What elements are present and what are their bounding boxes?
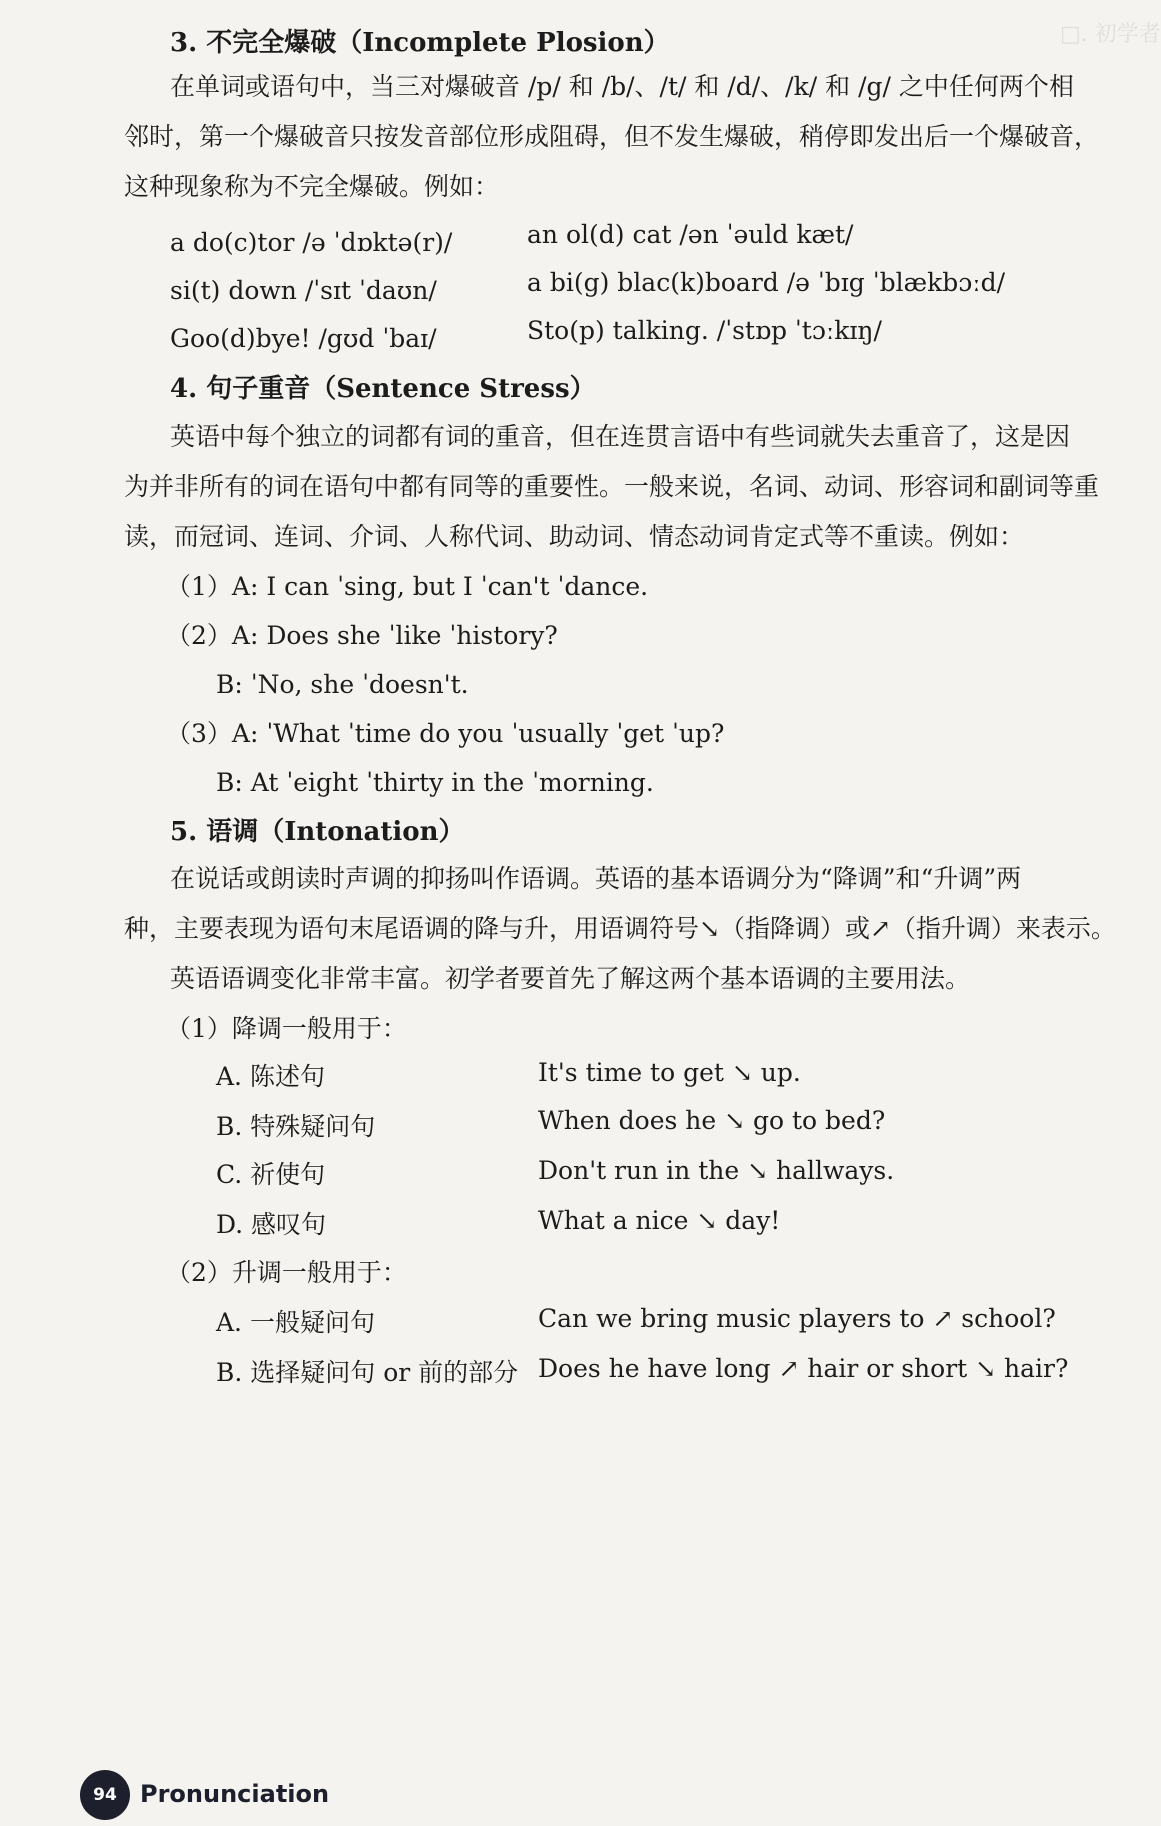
falling-tone-example: What a nice ↘ day! <box>538 1206 781 1235</box>
bleed-through-text: □. 初学者 <box>1060 22 1161 47</box>
rising-tone-heading: （2）升调一般用于： <box>166 1258 407 1287</box>
plosion-example-right: Sto(p) talking. /ˈstɒp ˈtɔːkɪŋ/ <box>527 316 882 345</box>
falling-tone-label: A. 陈述句 <box>216 1062 325 1091</box>
running-footer-section: Pronunciation <box>140 1780 330 1808</box>
stress-example: （3）A: ˈWhat ˈtime do you ˈusually ˈget ˈup? <box>166 719 725 748</box>
stress-example: （2）A: Does she ˈlike ˈhistory? <box>166 621 558 650</box>
plosion-example-left: a do(c)tor /ə ˈdɒktə(r)/ <box>170 228 453 257</box>
section-3-title: 3. 不完全爆破（Incomplete Plosion） <box>170 28 670 58</box>
stress-example: B: ˈNo, she ˈdoesn't. <box>216 670 469 699</box>
falling-tone-example: It's time to get ↘ up. <box>538 1058 801 1087</box>
plosion-example-right: an ol(d) cat /ən ˈəuld kæt/ <box>527 220 854 249</box>
falling-tone-label: C. 祈使句 <box>216 1160 326 1189</box>
plosion-example-left: si(t) down /ˈsɪt ˈdaʊn/ <box>170 276 437 305</box>
rising-tone-example: Can we bring music players to ↗ school? <box>538 1304 1056 1333</box>
section-5-para-line-2: 种，主要表现为语句末尾语调的降与升，用语调符号↘（指降调）或↗（指升调）来表示。 <box>124 914 1116 943</box>
falling-tone-example: When does he ↘ go to bed? <box>538 1106 886 1135</box>
section-3-para-line-2: 邻时，第一个爆破音只按发音部位形成阻碍，但不发生爆破，稍停即发出后一个爆破音， <box>124 122 1100 151</box>
stress-example: （1）A: I can ˈsing, but I ˈcan't ˈdance. <box>166 572 649 601</box>
plosion-example-left: Goo(d)bye! /gʊd ˈbaɪ/ <box>170 324 437 353</box>
stress-example: B: At ˈeight ˈthirty in the ˈmorning. <box>216 768 654 797</box>
section-4-para-line-2: 为并非所有的词在语句中都有同等的重要性。一般来说，名词、动词、形容词和副词等重 <box>124 472 1100 501</box>
section-3-para-line-1: 在单词或语句中，当三对爆破音 /p/ 和 /b/、/t/ 和 /d/、/k/ 和 /g/ 之中任何两个相 <box>170 72 1074 101</box>
section-5-para-line-1: 在说话或朗读时声调的抑扬叫作语调。英语的基本语调分为“降调”和“升调”两 <box>170 864 1022 893</box>
falling-tone-label: D. 感叹句 <box>216 1210 327 1239</box>
falling-tone-heading: （1）降调一般用于： <box>166 1014 407 1043</box>
falling-tone-example: Don't run in the ↘ hallways. <box>538 1156 895 1185</box>
falling-tone-label: B. 特殊疑问句 <box>216 1112 376 1141</box>
section-3-para-line-3: 这种现象称为不完全爆破。例如： <box>124 172 500 201</box>
section-5-para-line-3: 英语语调变化非常丰富。初学者要首先了解这两个基本语调的主要用法。 <box>170 964 971 993</box>
section-4-para-line-3: 读，而冠词、连词、介词、人称代词、助动词、情态动词肯定式等不重读。例如： <box>124 522 1025 551</box>
section-4-para-line-1: 英语中每个独立的词都有词的重音，但在连贯言语中有些词就失去重音了，这是因 <box>170 422 1071 451</box>
section-4-title: 4. 句子重音（Sentence Stress） <box>170 374 596 404</box>
section-5-title: 5. 语调（Intonation） <box>170 817 465 847</box>
rising-tone-example: Does he have long ↗ hair or short ↘ hair? <box>538 1354 1069 1383</box>
plosion-example-right: a bi(g) blac(k)board /ə ˈbɪg ˈblækbɔːd/ <box>527 268 1006 297</box>
rising-tone-label: B. 选择疑问句 or 前的部分 <box>216 1358 519 1387</box>
rising-tone-label: A. 一般疑问句 <box>216 1308 375 1337</box>
page-number-badge: 94 <box>80 1770 130 1820</box>
